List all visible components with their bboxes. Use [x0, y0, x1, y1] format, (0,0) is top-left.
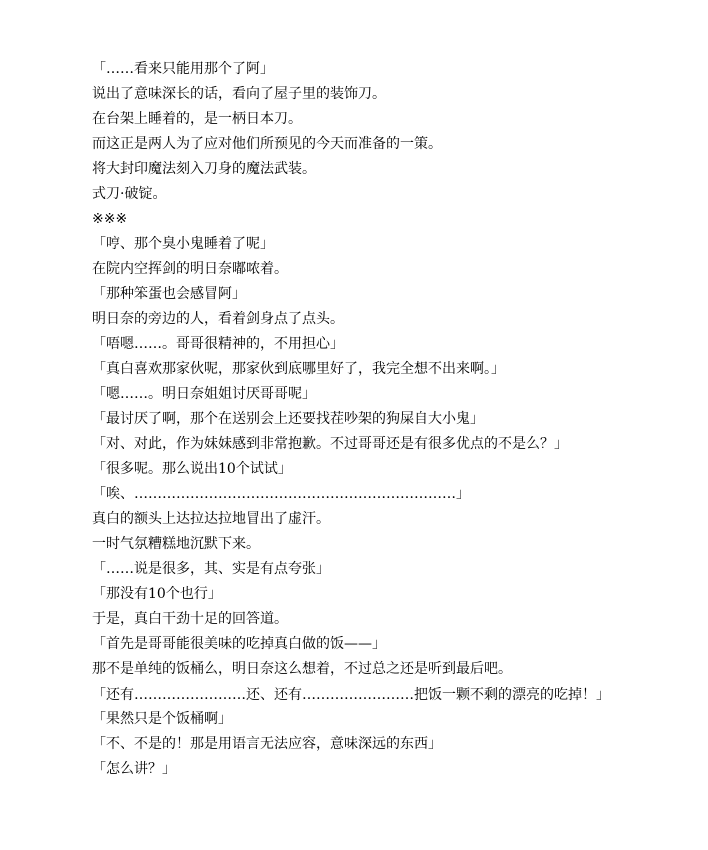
- text-line: 式刀·破锭。: [92, 186, 167, 202]
- text-line: 而这正是两人为了应对他们所预见的今天而准备的一策。: [92, 136, 442, 152]
- text-line: 「首先是哥哥能很美味的吃掉真白做的饭——」: [92, 636, 386, 652]
- text-line: 「对、对此，作为妹妹感到非常抱歉。不过哥哥还是有很多优点的不是么？」: [92, 436, 568, 452]
- text-line: 一时气氛糟糕地沉默下来。: [92, 536, 260, 552]
- text-line: 在台架上睡着的，是一柄日本刀。: [92, 111, 302, 127]
- text-line: 「嗯……。明日奈姐姐讨厌哥哥呢」: [92, 386, 316, 402]
- text-line: 「果然只是个饭桶啊」: [92, 711, 232, 727]
- section-break: ※※※: [92, 211, 128, 227]
- text-line: 真白的额头上达拉达拉地冒出了虚汗。: [92, 511, 330, 527]
- text-line: 「最讨厌了啊，那个在送别会上还要找茬吵架的狗屎自大小鬼」: [92, 411, 484, 427]
- text-line: 「怎么讲？」: [92, 761, 176, 777]
- text-line: 「那没有10个也行」: [92, 586, 222, 602]
- text-line: 说出了意味深长的话，看向了屋子里的装饰刀。: [92, 86, 386, 102]
- text-line: 「真白喜欢那家伙呢，那家伙到底哪里好了，我完全想不出来啊。」: [92, 361, 505, 377]
- text-line: 「唔嗯……。哥哥很精神的，不用担心」: [92, 336, 344, 352]
- text-line: 「唉、……………………………………………………………」: [92, 486, 470, 502]
- text-line: 「不、不是的！那是用语言无法应容，意味深远的东西」: [92, 736, 442, 752]
- text-line: 「那种笨蛋也会感冒阿」: [92, 286, 246, 302]
- text-line: 将大封印魔法刻入刀身的魔法武装。: [92, 161, 316, 177]
- text-line: 「哼、那个臭小鬼睡着了呢」: [92, 236, 274, 252]
- text-line: 那不是单纯的饭桶么，明日奈这么想着，不过总之还是听到最后吧。: [92, 661, 512, 677]
- text-line: 于是，真白干劲十足的回答道。: [92, 611, 288, 627]
- text-line: 「很多呢。那么说出10个试试」: [92, 461, 292, 477]
- text-line: 在院内空挥剑的明日奈嘟哝着。: [92, 261, 288, 277]
- text-line: 「……说是很多，其、实是有点夸张」: [92, 561, 330, 577]
- text-line: 明日奈的旁边的人，看着剑身点了点头。: [92, 311, 344, 327]
- text-line: 「还有……………………还、还有……………………把饭一颗不剩的漂亮的吃掉！」: [92, 687, 610, 703]
- document-body: [60, 57, 628, 782]
- text-line: 「……看来只能用那个了阿」: [92, 61, 274, 77]
